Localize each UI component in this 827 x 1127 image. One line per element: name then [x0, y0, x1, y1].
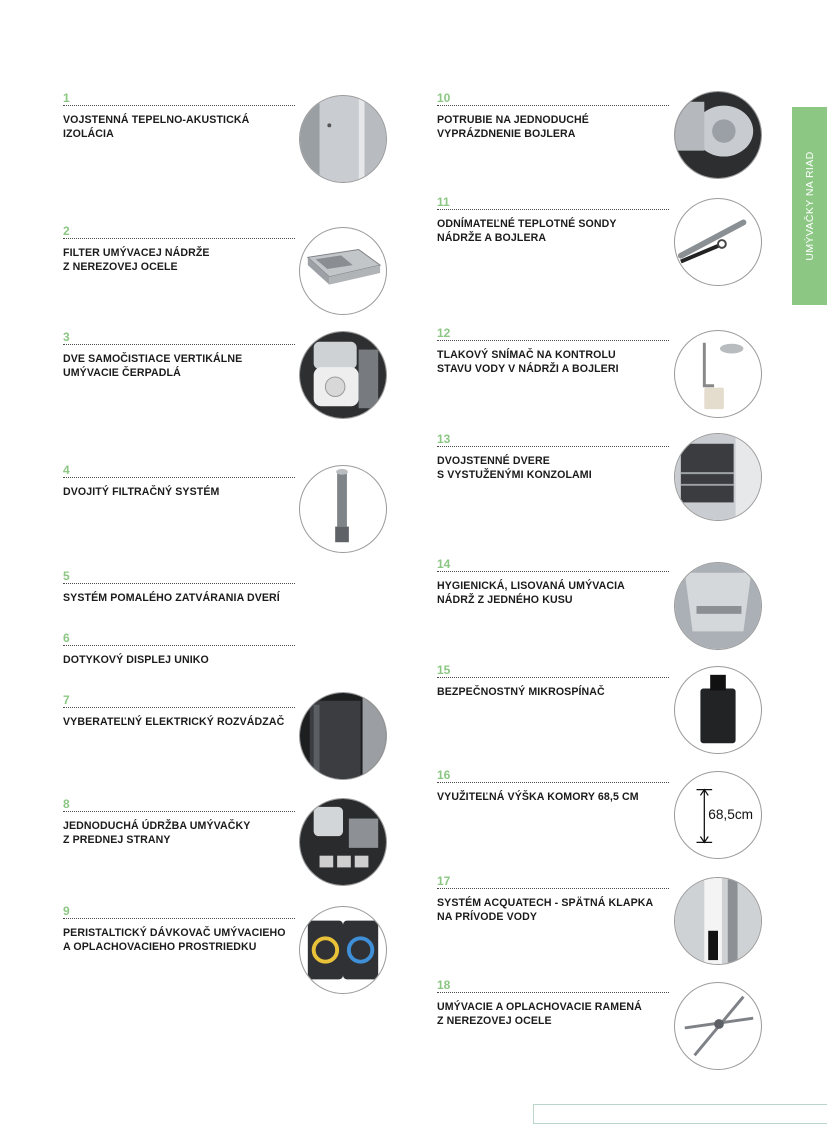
feature-label: PERISTALTICKÝ DÁVKOVAČ UMÝVACIEHO A OPLACHOVACIEHO PROSTRIEDKU — [63, 927, 286, 953]
dotted-divider — [63, 918, 295, 919]
feature-label: SYSTÉM POMALÉHO ZATVÁRANIA DVERÍ — [63, 592, 280, 604]
wash-pump-icon — [299, 331, 387, 419]
feature-label: DVOJITÝ FILTRAČNÝ SYSTÉM — [63, 486, 220, 498]
feature-number: 12 — [437, 326, 451, 340]
filter-pipe-icon — [299, 465, 387, 553]
feature-label: DVE SAMOČISTIACE VERTIKÁLNE UMÝVACIE ČERPADLÁ — [63, 353, 243, 379]
feature-label: FILTER UMÝVACEJ NÁDRŽE Z NEREZOVEJ OCELE — [63, 247, 210, 273]
tank-filter-icon — [299, 227, 387, 315]
dotted-divider — [63, 583, 295, 584]
pressure-sensor-icon — [674, 330, 762, 418]
feature-label: SYSTÉM ACQUATECH - SPÄTNÁ KLAPKA NA PRÍVODE VODY — [437, 897, 654, 923]
dotted-divider — [437, 340, 669, 341]
feature-label: VYBERATEĽNÝ ELEKTRICKÝ ROZVÁDZAČ — [63, 716, 285, 728]
double-wall-door-icon — [674, 433, 762, 521]
feature-label: DOTYKOVÝ DISPLEJ UNIKO — [63, 654, 209, 666]
feature-number: 15 — [437, 663, 451, 677]
dotted-divider — [63, 344, 295, 345]
wash-arm-icon — [674, 982, 762, 1070]
feature-label: POTRUBIE NA JEDNODUCHÉ VYPRÁZDNENIE BOJLERA — [437, 114, 589, 140]
dotted-divider — [437, 677, 669, 678]
feature-number: 2 — [63, 224, 70, 238]
chamber-height-icon — [674, 771, 762, 859]
feature-number: 5 — [63, 569, 70, 583]
chamber-height-measure: 68,5cm — [708, 806, 754, 822]
section-side-tab-label: UMÝVAČKY NA RIAD — [803, 151, 816, 261]
feature-label: VYUŽITEĽNÁ VÝŠKA KOMORY 68,5 CM — [437, 791, 639, 803]
page-footer-box — [533, 1104, 827, 1124]
feature-number: 3 — [63, 330, 70, 344]
dotted-divider — [63, 811, 295, 812]
feature-label: JEDNODUCHÁ ÚDRŽBA UMÝVAČKY Z PREDNEJ STRANY — [63, 820, 251, 846]
feature-label: BEZPEČNOSTNÝ MIKROSPÍNAČ — [437, 686, 605, 698]
dotted-divider — [437, 446, 669, 447]
feature-number: 16 — [437, 768, 451, 782]
moulded-tank-icon — [674, 562, 762, 650]
feature-label: DVOJSTENNÉ DVERE S VYSTUŽENÝMI KONZOLAMI — [437, 455, 592, 481]
electrical-panel-icon — [299, 692, 387, 780]
feature-number: 9 — [63, 904, 70, 918]
feature-number: 1 — [63, 91, 70, 105]
feature-number: 14 — [437, 557, 451, 571]
feature-label: ODNÍMATEĽNÉ TEPLOTNÉ SONDY NÁDRŽE A BOJLERA — [437, 218, 617, 244]
temperature-probe-icon — [674, 198, 762, 286]
peristaltic-dispenser-icon — [299, 906, 387, 994]
feature-number: 6 — [63, 631, 70, 645]
dotted-divider — [437, 888, 669, 889]
feature-number: 7 — [63, 693, 70, 707]
section-side-tab — [792, 107, 827, 305]
feature-number: 10 — [437, 91, 451, 105]
boiler-drain-icon — [674, 91, 762, 179]
safety-microswitch-icon — [674, 666, 762, 754]
dotted-divider — [63, 645, 295, 646]
feature-label: TLAKOVÝ SNÍMAČ NA KONTROLU STAVU VODY V NÁDRŽI A BOJLERI — [437, 349, 619, 375]
check-valve-icon — [674, 877, 762, 965]
feature-number: 17 — [437, 874, 451, 888]
dotted-divider — [437, 209, 669, 210]
feature-number: 8 — [63, 797, 70, 811]
dotted-divider — [63, 238, 295, 239]
dotted-divider — [63, 707, 295, 708]
feature-label: HYGIENICKÁ, LISOVANÁ UMÝVACIA NÁDRŽ Z JEDNÉHO KUSU — [437, 580, 625, 606]
insulation-panel-icon — [299, 95, 387, 183]
feature-number: 11 — [437, 195, 450, 209]
dotted-divider — [63, 105, 295, 106]
front-maintenance-icon — [299, 798, 387, 886]
feature-number: 13 — [437, 432, 451, 446]
dotted-divider — [437, 782, 669, 783]
feature-label: VOJSTENNÁ TEPELNO-AKUSTICKÁ IZOLÁCIA — [63, 114, 250, 140]
dotted-divider — [437, 105, 669, 106]
feature-number: 4 — [63, 463, 70, 477]
dotted-divider — [63, 477, 295, 478]
dotted-divider — [437, 571, 669, 572]
feature-number: 18 — [437, 978, 451, 992]
dotted-divider — [437, 992, 669, 993]
feature-label: UMÝVACIE A OPLACHOVACIE RAMENÁ Z NEREZOVEJ OCELE — [437, 1001, 642, 1027]
